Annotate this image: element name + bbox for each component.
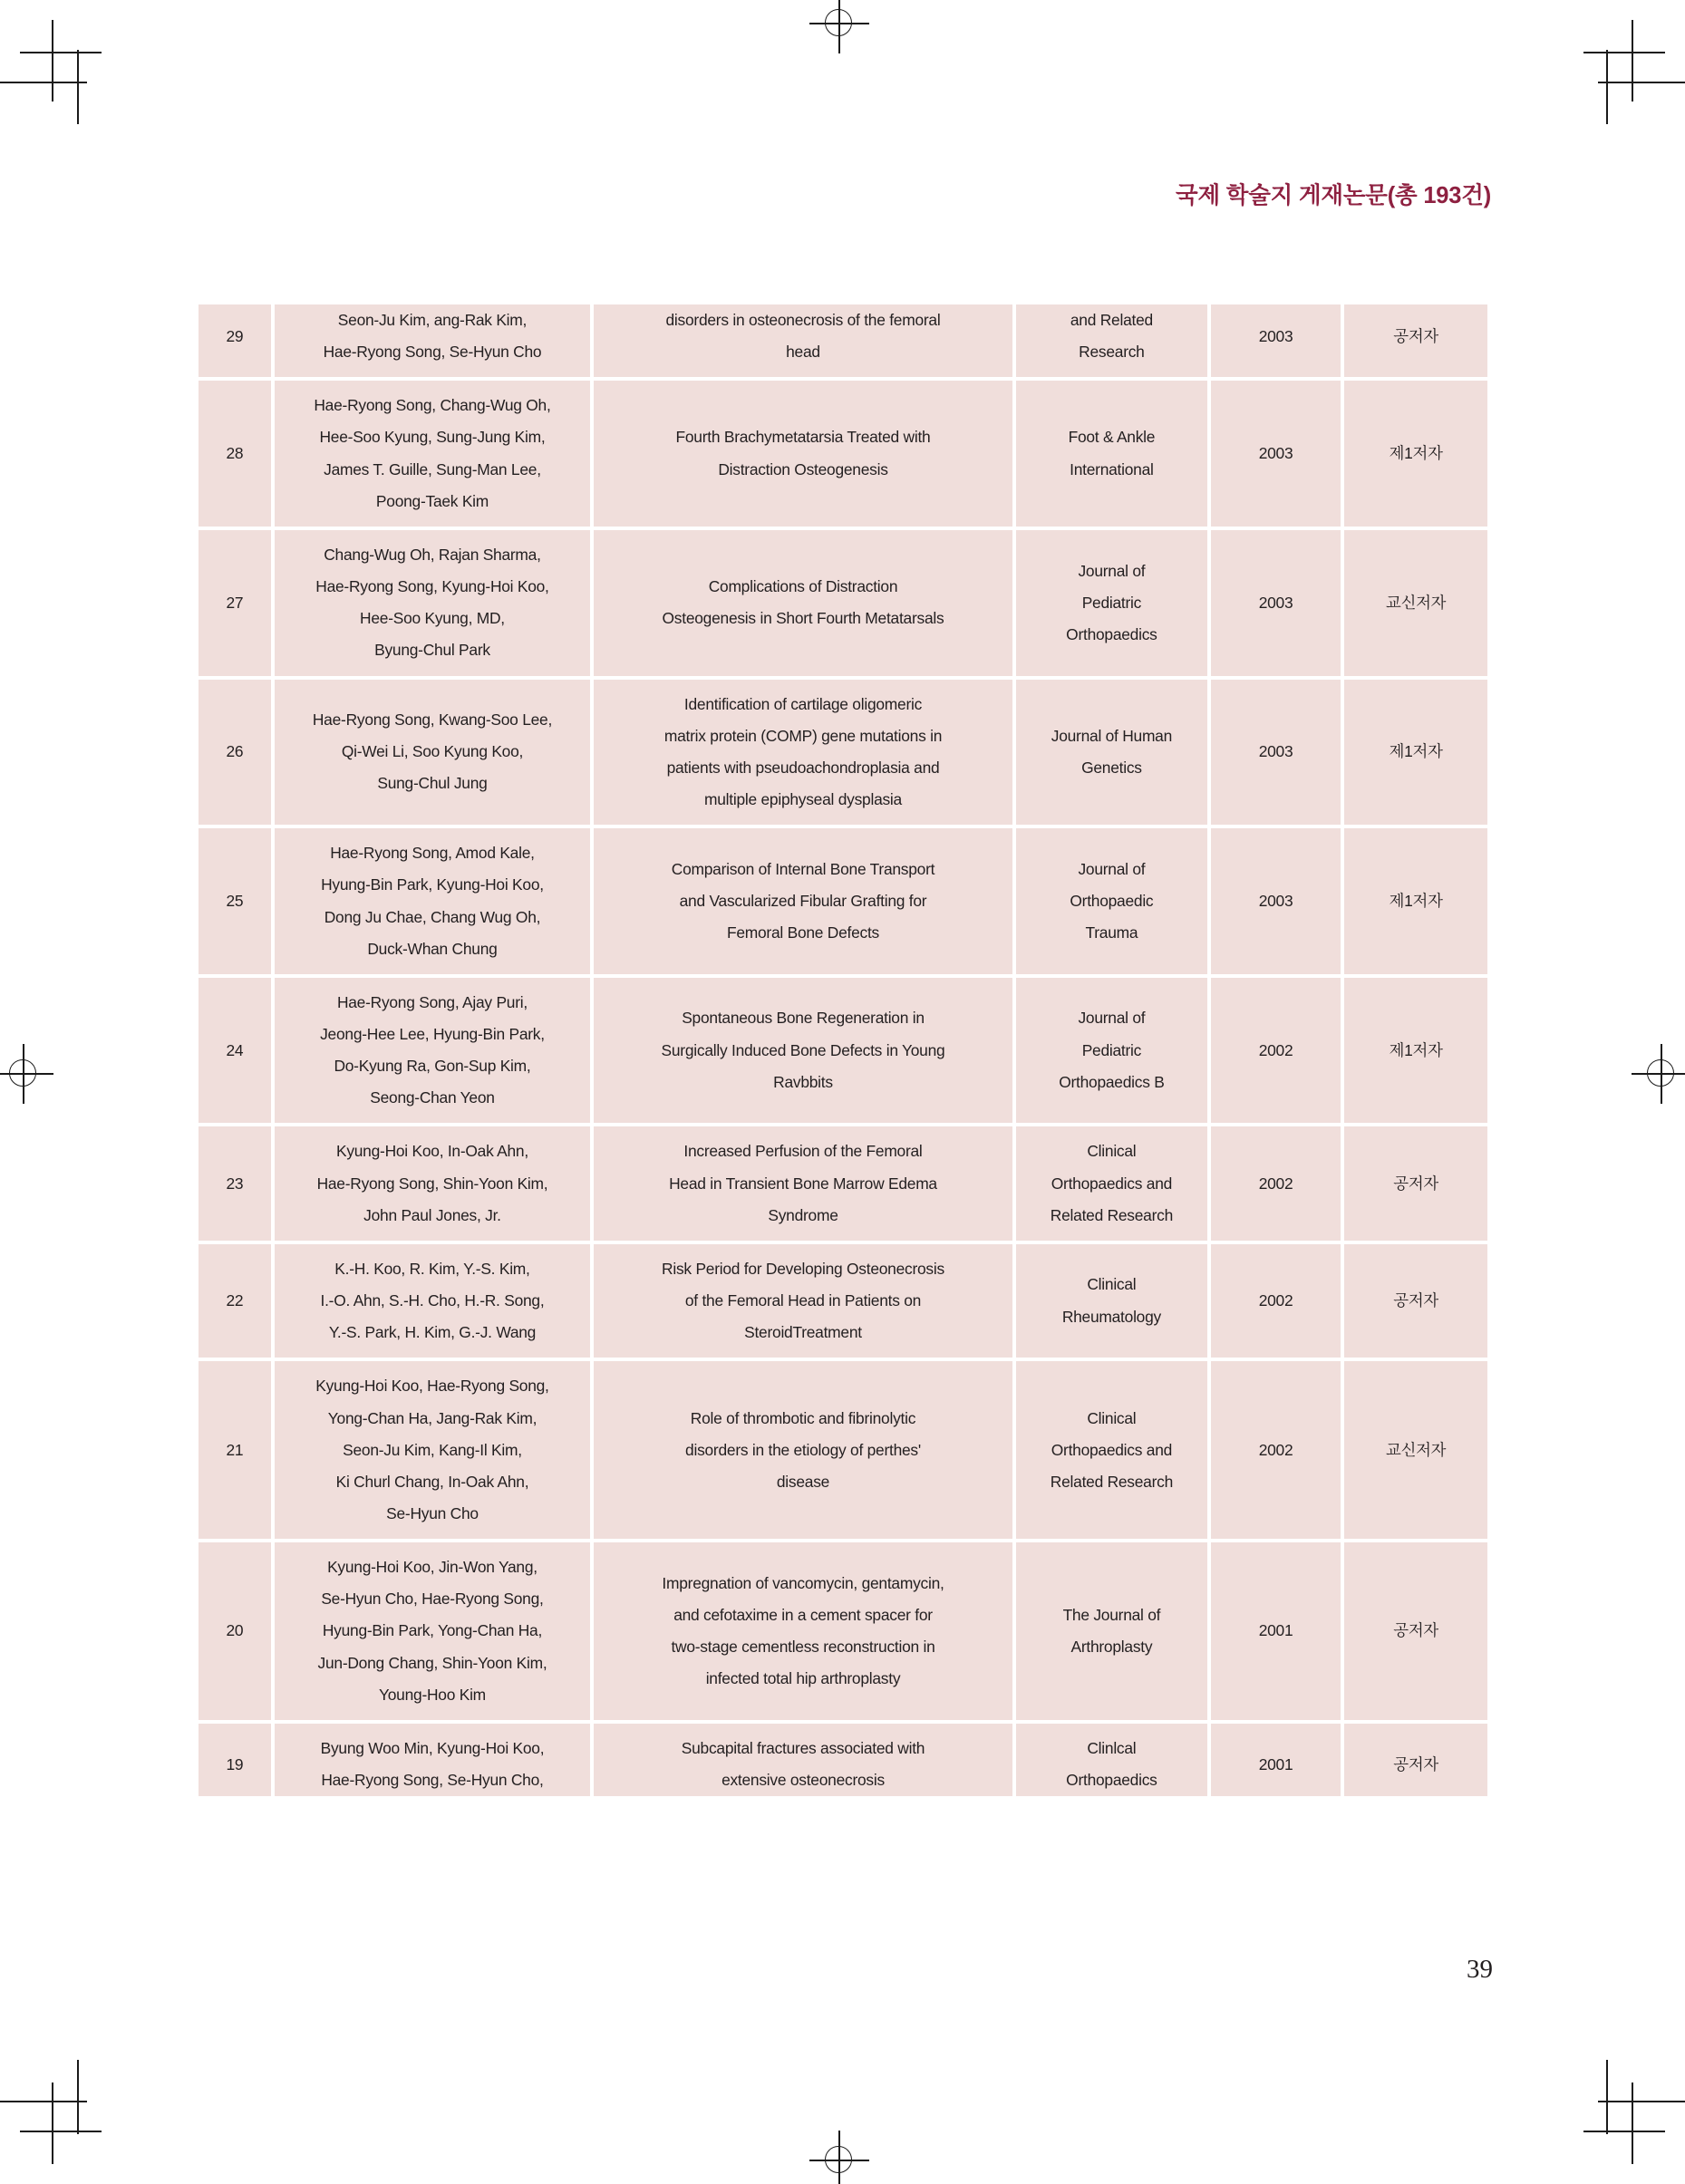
title-line: Spontaneous Bone Regeneration in <box>682 1009 925 1028</box>
author-line: Hee-Soo Kyung, MD, <box>360 609 505 628</box>
author-line: Poong-Taek Kim <box>375 491 489 510</box>
journal-cell <box>1016 1244 1207 1358</box>
journal-line: Clinical <box>1087 1275 1137 1294</box>
title-line: matrix protein (COMP) gene mutations in <box>663 726 943 745</box>
journal-line: Journal of <box>1078 859 1146 878</box>
author-line: Hyung-Bin Park, Yong-Chan Ha, <box>322 1621 543 1640</box>
journal-cell <box>1016 381 1207 527</box>
author-line: K.-H. Koo, R. Kim, Y.-S. Kim, <box>334 1259 530 1278</box>
author-line: Hae-Ryong Song, Shin-Yoon Kim, <box>316 1174 548 1193</box>
year-cell: 2001 <box>1211 1542 1341 1720</box>
authors-cell <box>275 381 590 527</box>
publication-table-body <box>199 304 1487 1796</box>
author-line: Hae-Ryong Song, Ajay Puri, <box>336 992 528 1011</box>
author-line: Ki Churl Chang, In-Oak Ahn, <box>335 1472 529 1491</box>
role-cell: 교신저자 <box>1344 530 1487 676</box>
title-line: Impregnation of vancomycin, gentamycin, <box>662 1573 944 1592</box>
year-cell: 2002 <box>1211 1126 1341 1240</box>
journal-line: Foot & Ankle <box>1068 428 1156 447</box>
title-line: of the Femoral Head in Patients on <box>684 1291 922 1310</box>
role-cell: 제1저자 <box>1344 680 1487 826</box>
role-cell: 공저자 <box>1344 1724 1487 1796</box>
title-line: Surgically Induced Bone Defects in Young <box>661 1040 945 1059</box>
title-cell <box>594 530 1012 676</box>
journal-line: Journal of <box>1078 1009 1146 1028</box>
author-line: Seon-Ju Kim, Kang-Il Kim, <box>343 1440 522 1459</box>
author-line: Se-Hyun Cho, Hae-Ryong Song, <box>321 1590 544 1609</box>
author-line: Hae-Ryong Song, Se-Hyun Cho <box>323 343 542 362</box>
crop-mark-top-left-inner-horizontal <box>0 82 87 83</box>
row-number-cell: 20 <box>199 1542 271 1720</box>
authors-cell <box>275 1361 590 1539</box>
title-line: Complications of Distraction <box>708 577 898 596</box>
author-line: Duck-Whan Chung <box>367 939 498 958</box>
journal-line: International <box>1070 459 1154 478</box>
author-line: Hae-Ryong Song, Chang-Wug Oh, <box>314 396 551 415</box>
title-cell <box>594 381 1012 527</box>
crop-mark-bottom-right-horizontal <box>1583 2131 1665 2132</box>
journal-line: Orthopaedics B <box>1059 1072 1165 1091</box>
crop-mark-bottom-left-horizontal <box>20 2131 102 2132</box>
journal-cell <box>1016 1542 1207 1720</box>
title-cell <box>594 680 1012 826</box>
publication-table <box>195 301 1491 1800</box>
author-line: Hee-Soo Kyung, Sung-Jung Kim, <box>319 428 546 447</box>
authors-cell <box>275 1724 590 1796</box>
row-number-cell: 25 <box>199 828 271 974</box>
crop-mark-bottom-right-inner-vertical <box>1606 2060 1608 2134</box>
role-cell: 제1저자 <box>1344 381 1487 527</box>
journal-line: Arthroplasty <box>1070 1638 1153 1657</box>
journal-line: and Related <box>1070 311 1153 329</box>
crop-mark-top-right-inner-horizontal <box>1598 82 1685 83</box>
author-line: Hae-Ryong Song, Amod Kale, <box>330 844 535 863</box>
crop-mark-bottom-left-vertical <box>52 2083 53 2164</box>
row-number-cell: 19 <box>199 1724 271 1796</box>
running-head: 국제 학술지 게재논문(총 193건) <box>1176 183 1491 208</box>
author-line: Sung-Chul Jung <box>377 774 488 793</box>
journal-line: Clinical <box>1087 1408 1137 1427</box>
title-line: disorders in the etiology of perthes' <box>685 1440 921 1459</box>
crop-mark-top-left-horizontal <box>20 52 102 53</box>
row-number-cell: 24 <box>199 978 271 1124</box>
role-cell: 공저자 <box>1344 304 1487 377</box>
table-row[interactable] <box>199 381 1487 527</box>
author-line: Hae-Ryong Song, Kwang-Soo Lee, <box>312 710 553 730</box>
crop-mark-top-right-vertical <box>1632 20 1633 101</box>
crop-mark-top-right-inner-vertical <box>1606 50 1608 124</box>
row-number-cell: 23 <box>199 1126 271 1240</box>
registration-mark-bottom-center <box>809 2131 869 2184</box>
title-line: Distraction Osteogenesis <box>718 459 888 478</box>
author-line: Hae-Ryong Song, Se-Hyun Cho, <box>321 1771 544 1790</box>
row-number-cell: 21 <box>199 1361 271 1539</box>
year-cell: 2001 <box>1211 1724 1341 1796</box>
journal-line: Clinical <box>1087 1142 1137 1161</box>
title-line: Osteogenesis in Short Fourth Metatarsals <box>662 609 944 628</box>
journal-line: Trauma <box>1085 923 1138 942</box>
role-cell: 공저자 <box>1344 1542 1487 1720</box>
title-cell <box>594 1244 1012 1358</box>
authors-cell <box>275 978 590 1124</box>
journal-line: Journal of <box>1078 561 1146 580</box>
journal-cell <box>1016 1361 1207 1539</box>
year-cell: 2002 <box>1211 1244 1341 1358</box>
author-line: Hae-Ryong Song, Kyung-Hoi Koo, <box>315 577 549 596</box>
role-cell: 공저자 <box>1344 1126 1487 1240</box>
year-cell: 2003 <box>1211 381 1341 527</box>
title-line: multiple epiphyseal dysplasia <box>703 790 902 809</box>
journal-line: Clinlcal <box>1087 1738 1137 1757</box>
title-cell <box>594 828 1012 974</box>
author-line: Seong-Chan Yeon <box>370 1088 495 1107</box>
author-line: Dong Ju Chae, Chang Wug Oh, <box>324 907 541 926</box>
journal-cell <box>1016 1724 1207 1796</box>
table-row[interactable] <box>199 304 1487 377</box>
author-line: Chang-Wug Oh, Rajan Sharma, <box>324 545 541 564</box>
registration-mark-left-middle <box>0 1044 53 1104</box>
year-cell: 2002 <box>1211 1361 1341 1539</box>
title-cell <box>594 304 1012 377</box>
table-row[interactable] <box>199 978 1487 1124</box>
journal-line: Orthopaedic <box>1070 891 1154 910</box>
title-line: Comparison of Internal Bone Transport <box>671 859 935 878</box>
journal-cell <box>1016 1126 1207 1240</box>
journal-line: Orthopaedics and <box>1051 1440 1173 1459</box>
registration-mark-right-middle <box>1632 1044 1685 1104</box>
authors-cell <box>275 304 590 377</box>
table-row[interactable] <box>199 1361 1487 1539</box>
role-cell: 제1저자 <box>1344 828 1487 974</box>
title-line: Ravbbits <box>773 1072 833 1091</box>
registration-mark-top-center <box>809 0 869 53</box>
crop-mark-bottom-left-inner-vertical <box>77 2060 79 2134</box>
title-line: disease <box>776 1472 830 1491</box>
journal-line: Related Research <box>1050 1205 1173 1224</box>
journal-line: Journal of Human <box>1051 726 1173 745</box>
title-line: head <box>786 343 820 362</box>
table-row[interactable] <box>199 1724 1487 1796</box>
title-line: patients with pseudoachondroplasia and <box>666 758 940 777</box>
table-row[interactable] <box>199 680 1487 826</box>
journal-line: Rheumatology <box>1061 1307 1161 1326</box>
author-line: Byung-Chul Park <box>374 641 490 660</box>
authors-cell <box>275 1126 590 1240</box>
year-cell: 2003 <box>1211 828 1341 974</box>
author-line: Do-Kyung Ra, Gon-Sup Kim, <box>334 1057 531 1076</box>
page-number: 39 <box>1467 1955 1493 1984</box>
journal-cell <box>1016 530 1207 676</box>
row-number-cell: 29 <box>199 304 271 377</box>
year-cell: 2002 <box>1211 978 1341 1124</box>
author-line: Hyung-Bin Park, Kyung-Hoi Koo, <box>321 875 544 894</box>
authors-cell <box>275 828 590 974</box>
author-line: Kyung-Hoi Koo, Hae-Ryong Song, <box>315 1377 549 1396</box>
journal-line: Pediatric <box>1081 593 1142 612</box>
title-line: Femoral Bone Defects <box>726 923 879 942</box>
author-line: Yong-Chan Ha, Jang-Rak Kim, <box>327 1408 537 1427</box>
title-line: two-stage cementless reconstruction in <box>671 1638 935 1657</box>
authors-cell <box>275 680 590 826</box>
authors-cell <box>275 1542 590 1720</box>
crop-mark-top-left-inner-vertical <box>77 50 79 124</box>
title-line: Head in Transient Bone Marrow Edema <box>669 1174 937 1193</box>
row-number-cell: 22 <box>199 1244 271 1358</box>
title-line: SteroidTreatment <box>744 1323 862 1342</box>
table-row[interactable] <box>199 1244 1487 1358</box>
title-line: Risk Period for Developing Osteonecrosis <box>662 1259 944 1278</box>
crop-mark-bottom-right-inner-horizontal <box>1598 2101 1685 2102</box>
author-line: Byung Woo Min, Kyung-Hoi Koo, <box>320 1738 545 1757</box>
crop-mark-top-left-vertical <box>52 20 53 101</box>
role-cell: 교신저자 <box>1344 1361 1487 1539</box>
title-line: Role of thrombotic and fibrinolytic <box>690 1408 916 1427</box>
role-cell: 제1저자 <box>1344 978 1487 1124</box>
journal-cell <box>1016 680 1207 826</box>
crop-mark-top-right-horizontal <box>1583 52 1665 53</box>
author-line: Kyung-Hoi Koo, In-Oak Ahn, <box>335 1142 528 1161</box>
table-row[interactable] <box>199 1126 1487 1240</box>
crop-mark-bottom-left-inner-horizontal <box>0 2101 87 2102</box>
journal-line: Orthopaedics <box>1066 624 1157 643</box>
author-line: Jun-Dong Chang, Shin-Yoon Kim, <box>317 1653 547 1672</box>
title-line: and Vascularized Fibular Grafting for <box>679 891 927 910</box>
author-line: Qi-Wei Li, Soo Kyung Koo, <box>341 742 524 761</box>
journal-cell <box>1016 304 1207 377</box>
title-cell <box>594 1126 1012 1240</box>
year-cell: 2003 <box>1211 530 1341 676</box>
title-line: Syndrome <box>768 1205 838 1224</box>
title-line: Increased Perfusion of the Femoral <box>683 1142 923 1161</box>
title-cell <box>594 1724 1012 1796</box>
journal-line: Pediatric <box>1081 1040 1142 1059</box>
role-cell: 공저자 <box>1344 1244 1487 1358</box>
journal-line: Orthopaedics <box>1066 1771 1157 1790</box>
title-line: disorders in osteonecrosis of the femoral <box>665 311 941 329</box>
authors-cell <box>275 1244 590 1358</box>
title-line: extensive osteonecrosis <box>721 1771 885 1790</box>
author-line: John Paul Jones, Jr. <box>363 1205 501 1224</box>
year-cell: 2003 <box>1211 680 1341 826</box>
author-line: Jeong-Hee Lee, Hyung-Bin Park, <box>320 1024 545 1043</box>
title-line: Fourth Brachymetatarsia Treated with <box>675 428 931 447</box>
journal-line: Related Research <box>1050 1472 1173 1491</box>
year-cell: 2003 <box>1211 304 1341 377</box>
title-line: Subcapital fractures associated with <box>681 1738 925 1757</box>
title-line: Identification of cartilage oligomeric <box>683 694 923 713</box>
journal-line: The Journal of <box>1062 1605 1161 1624</box>
journal-line: Research <box>1079 343 1145 362</box>
table-row[interactable] <box>199 530 1487 676</box>
title-cell <box>594 1542 1012 1720</box>
author-line: Y.-S. Park, H. Kim, G.-J. Wang <box>328 1323 537 1342</box>
row-number-cell: 26 <box>199 680 271 826</box>
crop-mark-bottom-right-vertical <box>1632 2083 1633 2164</box>
row-number-cell: 27 <box>199 530 271 676</box>
table-row[interactable] <box>199 1542 1487 1720</box>
title-line: and cefotaxime in a cement spacer for <box>673 1605 933 1624</box>
author-line: I.-O. Ahn, S.-H. Cho, H.-R. Song, <box>320 1291 545 1310</box>
author-line: Young-Hoo Kim <box>379 1685 486 1704</box>
author-line: Se-Hyun Cho <box>386 1504 479 1522</box>
authors-cell <box>275 530 590 676</box>
table-row[interactable] <box>199 828 1487 974</box>
title-cell <box>594 1361 1012 1539</box>
journal-line: Orthopaedics and <box>1051 1174 1173 1193</box>
title-cell <box>594 978 1012 1124</box>
author-line: Kyung-Hoi Koo, Jin-Won Yang, <box>327 1558 537 1577</box>
title-line: infected total hip arthroplasty <box>705 1669 901 1688</box>
journal-line: Genetics <box>1081 758 1142 777</box>
row-number-cell: 28 <box>199 381 271 527</box>
author-line: Seon-Ju Kim, ang-Rak Kim, <box>337 311 528 329</box>
journal-cell <box>1016 828 1207 974</box>
journal-cell <box>1016 978 1207 1124</box>
author-line: James T. Guille, Sung-Man Lee, <box>324 459 541 478</box>
